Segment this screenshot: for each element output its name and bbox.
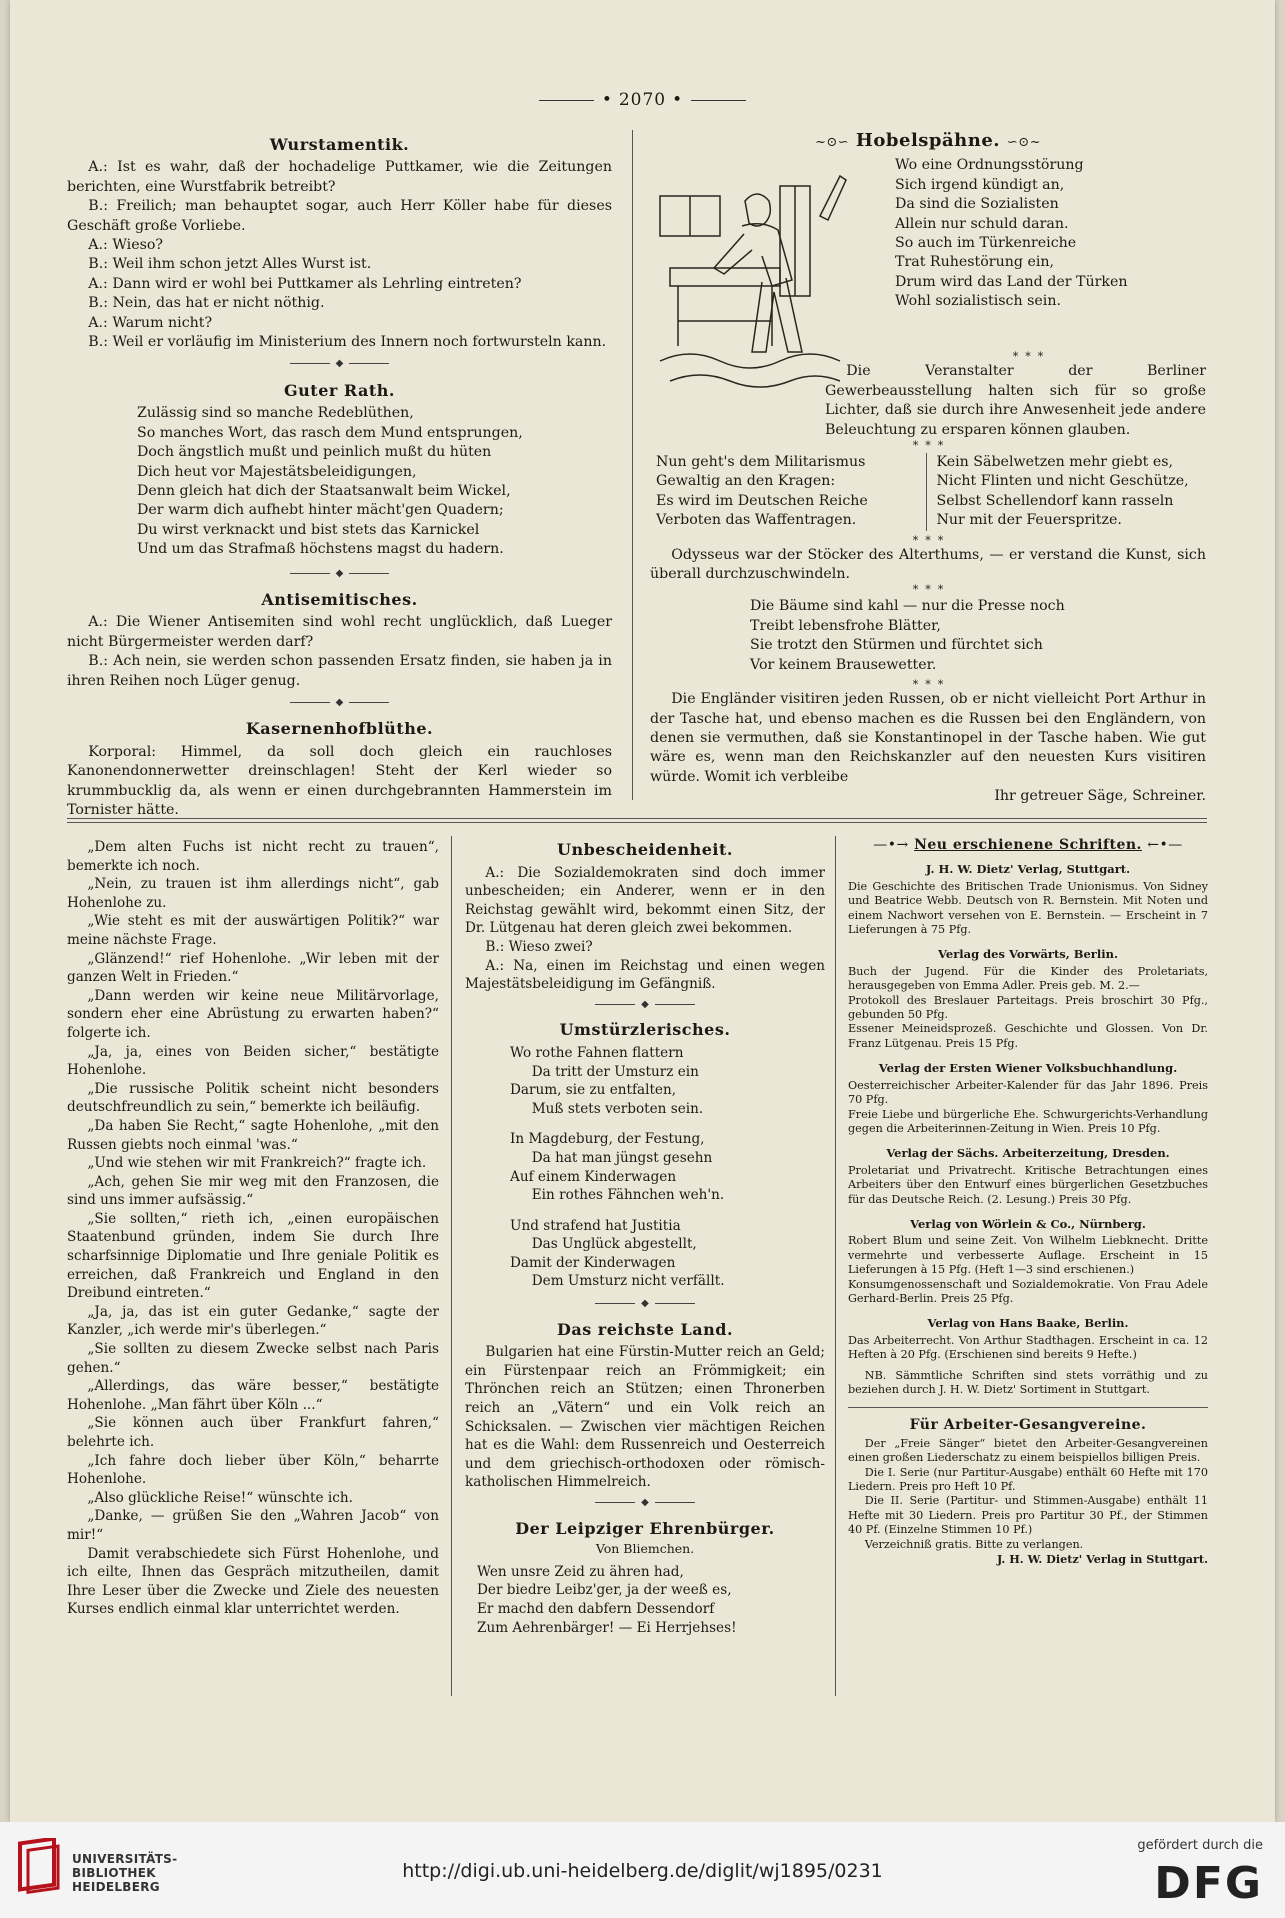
wurst-dialog: A.: Ist es wahr, daß der hochadelige Puttkamer, wie die Zeitungen berichten, eine Wurstfabrik betreibt? B.: Freilich; man behauptet sogar, auch Herr Köller habe für dieses Geschäft große Vorliebe. A.: Wieso? B.: Weil ihm schon jetzt Alles Wurst ist. A.: Dann wird er wohl bei Puttkamer als Lehrling eintreten? B.: Nein, das hat er nicht nöthig. A.: Warum nicht? B.: Weil er vorläufig im Ministerium des Innern noch fortwursteln kann.	[67, 159, 612, 351]
funding-note: gefördert durch die	[1137, 1838, 1263, 1853]
carpenter-illustration-icon	[650, 156, 860, 406]
poem-baeume: Die Bäume sind kahl — nur die Presse noch Treibt lebensfrohe Blätter, Sie trotzt den Stürmen und fürchtet sich Vor keinem Brausewetter.	[750, 598, 1065, 673]
signature: Ihr getreuer Säge, Schreiner.	[994, 788, 1206, 805]
publisher-heading: Verlag der Ersten Wiener Volksbuchhandlung.	[878, 1061, 1178, 1076]
star-separator: * * *	[912, 533, 944, 547]
heading-neue-schriften: —•→ Neu erschienene Schriften. ←•—	[873, 837, 1183, 853]
publisher-heading: Verlag des Vorwärts, Berlin.	[938, 947, 1118, 962]
bottom-left-column: „Dem alten Fuchs ist nicht recht zu trauen“, bemerkte ich noch. „Nein, zu trauen ist ihm allerdings nicht“, gab Hohenlohe zu. „Wie steht es mit der auswärtigen Politik?“ war meine nächste Frage. „Glänzend!“ rief Hohenlohe. „Wir leben mit der ganzen Welt in Frieden.“ „Dann werden wir keine neue Militärvorlage, sondern eher eine Abrüstung zu erwarten haben?“ folgerte ich. „Ja, ja, eines von Beiden sicher,“ bestätigte Hohenlohe. „Die russische Politik scheint nicht besonders deutschfreundlich zu sein,“ bemerkte ich beiläufig. „Da haben Sie Recht,“ sagte Hohenlohe, „mit den Russen giebts noch einmal 'was.“ „Und wie stehen wir mit Frankreich?“ fragte ich. „Ach, gehen Sie mir weg mit den Franzosen, die sind uns immer aufsässig.“ „Sie sollten,“ rieth ich, „einen europäischen Staatenbund gründen, indem Sie durch Ihre scharfsinnige Diplomatie und Ihre geniale Politik es erreichen, daß Frankreich und England in den Dreibund eintreten.“ „Ja, ja, das ist ein guter Gedanke,“ sagte der Kanzler, „ich werde mir's überlegen.“ „Sie sollten zu diesem Zwecke selbst nach Paris gehen.“ „Allerdings, das wäre besser,“ bestätigte Hohenlohe. „Man fährt über Köln ...“ „Sie können auch über Frankfurt fahren,“ belehrte ich. „Ich fahre doch lieber über Köln,“ beharrte Hohenlohe. „Also glückliche Reise!“ wünschte ich. „Danke, — grüßen Sie den „Wahren Jacob“ von mir!“ Damit verabschiedete sich Fürst Hohenlohe, und ich eilte, Ihnen das Gespräch mitzutheilen, damit Ihre Leser über die Zwecke und Ziele des neuesten Kurses endlich einmal klar unterrichtet werden.	[67, 839, 439, 1618]
dfg-logo: DFG	[1154, 1858, 1263, 1909]
star-separator: * * *	[912, 439, 944, 453]
poem-ordnungsstoerung: Wo eine Ordnungsstörung Sich irgend kündigt an, Da sind die Sozialisten Allein nur schuld daran. So auch im Türkenreiche Trat Ruhestörung ein, Drum wird das Land der Türken Wohl sozialistisch sein.	[895, 157, 1128, 310]
heading-guter-rath: Guter Rath.	[284, 380, 395, 400]
viewer-footer	[0, 1822, 1285, 1918]
column-rule	[835, 836, 836, 1696]
section-rule	[67, 822, 1207, 823]
newspaper-page	[10, 0, 1275, 1822]
heading-unbescheidenheit: Unbescheidenheit.	[557, 840, 733, 859]
column-rule	[451, 836, 452, 1696]
heading-reichste-land: Das reichste Land.	[556, 1319, 734, 1339]
heading-gesangvereine: Für Arbeiter-Gesangvereine.	[909, 1417, 1147, 1434]
page-number: • 2070 •	[10, 90, 1275, 110]
publisher-heading: Verlag der Sächs. Arbeiterzeitung, Dresden.	[886, 1146, 1170, 1161]
heading-umstuerzlerisches: Umstürzlerisches.	[559, 1020, 731, 1040]
heading-antisemitisches: Antisemitisches.	[261, 589, 418, 609]
poem-umsturz: Wo rothe Fahnen flattern Da tritt der Umsturz ein Darum, sie zu entfalten, Muß stets verboten sein. In Magdeburg, der Festung, Da hat man jüngst gesehn Auf einem Kinderwagen Ein rothes Fähnchen weh'n. Und strafend hat Justitia Das Unglück abgestellt, Damit der Kinderwagen Dem Umsturz nicht verfällt.	[510, 1044, 725, 1290]
poem-leipziger: Wen unsre Zeid zu ähren had, Der biedre Leibz'ger, ja der weeß es, Er machd den dabfern Dessendorf Zum Aehrenbärger! — Ei Herrjehses!	[477, 1563, 737, 1636]
star-separator: * * *	[912, 583, 944, 597]
heading-wurstamentik: Wurstamentik.	[269, 135, 410, 154]
top-left-column: Wurstamentik. A.: Ist es wahr, daß der hochadelige Puttkamer, wie die Zeitungen berichten, eine Wurstfabrik betreibt? B.: Freilich; man behauptet sogar, auch Herr Köller habe für dieses Geschäft große Vorliebe. A.: Wieso? B.: Weil ihm schon jetzt Alles Wurst ist. A.: Dann wird er wohl bei Puttkamer als Lehrling eintreten? B.: Nein, das hat er nicht nöthig. A.: Warum nicht? B.: Weil er vorläufig im Ministerium des Innern noch fortwursteln kann. ◆ Guter Rath. Zulässig sind so manche Redeblüthen, So manches Wort, das rasch dem Mund entsprungen, Doch ängstlich mußt und peinlich mußt du hüten Dich heut vor Majestätsbeleidigungen, Denn gleich hat dich der Staatsanwalt beim Wickel, Der warm dich aufhebt hinter mächt'gen Quadern; Du wirst verknackt und bist stets das Karnickel Und um das Strafmaß höchstens magst du hadern. ◆ Antisemitisches. A.: Die Wiener Antisemiten sind wohl recht unglücklich, daß Lueger nicht Bürgermeister werden darf? B.: Ach nein, sie werden schon passenden Ersatz finden, sie haben ja in ihren Reihen noch Lüger genug. ◆ Kasernenhofblüthe. Korporal: Himmel, da soll doch gleich ein rauchloses Kanonendonnerwetter dreinschlagen! Steht der Kerl wieder so krummbucklig da, als wenn er einen durchgebrannten Hammerstein im Tornister hätte.	[67, 135, 612, 818]
poem-guter-rath: Zulässig sind so manche Redeblüthen, So manches Wort, das rasch dem Mund entsprungen, Doch ängstlich mußt und peinlich mußt du hüten Dich heut vor Majestätsbeleidigungen, Denn gleich hat dich der Staatsanwalt beim Wickel, Der warm dich aufhebt hinter mächt'gen Quadern; Du wirst verknackt und bist stets das Karnickel Und um das Strafmaß höchstens magst du hadern.	[137, 405, 523, 558]
ornament-divider: ◆	[67, 564, 612, 583]
star-separator: * * *	[912, 678, 944, 692]
bottom-right-column: —•→ Neu erschienene Schriften. ←•— J. H. W. Dietz' Verlag, Stuttgart. Die Geschichte des Britischen Trade Unionismus. Von Sidney und Beatrice Webb. Deutsch von R. Bernstein. Mit Noten und einem Nachwort versehen von E. Bernstein. — Erscheint in 7 Lieferungen à 75 Pfg. Verlag des Vorwärts, Berlin. Buch der Jugend. Für die Kinder des Proletariats, herausgegeben von Emma Adler. Preis geb. M. 2.— Protokoll des Breslauer Parteitags. Preis broschirt 30 Pfg., gebunden 50 Pfg. Essener Meineidsprozeß. Geschichte und Glossen. Von Dr. Franz Lütgenau. Preis 15 Pfg. Verlag der Ersten Wiener Volksbuchhandlung. Oesterreichischer Arbeiter-Kalender für das Jahr 1896. Preis 70 Pfg. Freie Liebe und bürgerliche Ehe. Schwurgerichts-Verhandlung gegen die Arbeiterinnen-Zeitung in Wien. Preis 10 Pfg. Verlag der Sächs. Arbeiterzeitung, Dresden. Proletariat und Privatrecht. Kritische Betrachtungen eines Arbeiters über den Entwurf eines bürgerlichen Gesetzbuches für das Deutsche Reich. (2. Lesung.) Preis 30 Pfg. Verlag von Wörlein & Co., Nürnberg. Robert Blum und seine Zeit. Von Wilhelm Liebknecht. Dritte vermehrte und verbesserte Auflage. Erscheint in 15 Lieferungen à 15 Pfg. (Heft 1—3 sind erschienen.) Konsumgenossenschaft und Sozialdemokratie. Von Frau Adele Gerhard-Berlin. Preis 25 Pfg. Verlag von Hans Baake, Berlin. Das Arbeiterrecht. Von Arthur Stadthagen. Erscheint in ca. 12 Heften à 20 Pfg. (Erschienen sind bereits 9 Hefte.) NB. Sämmtliche Schriften sind stets vorräthig und zu beziehen durch J. H. W. Dietz' Sortiment in Stuttgart. Für Arbeiter-Gesangvereine. Der „Freie Sänger“ bietet den Arbeiter-Gesangvereinen einen großen Liederschatz zu einem beispiellos billigen Preis. Die I. Serie (nur Partitur-Ausgabe) enthält 60 Hefte mit 170 Liedern. Preis pro Heft 10 Pf. Die II. Serie (Partitur- und Stimmen-Ausgabe) enthält 11 Hefte mit 30 Liedern. Preis pro Partitur 30 Pf., der Stimmen 40 Pf. (Einzelne Stimmen 10 Pf.) Verzeichniß gratis. Bitte zu verlangen. J. H. W. Dietz' Verlag in Stuttgart.	[848, 837, 1208, 1567]
column-rule	[632, 130, 633, 800]
ornament-divider: ◆	[67, 693, 612, 712]
publisher-heading: J. H. W. Dietz' Verlag, Stuttgart.	[925, 862, 1131, 877]
star-separator: * * *	[1012, 350, 1044, 364]
heading-hobelspaehne: ~⊙∽ Hobelspähne. ∽⊙~	[814, 130, 1042, 151]
poem-militarismus: Nun geht's dem Militarismus Gewaltig an den Kragen: Es wird im Deutschen Reiche Verboten das Waffentragen. Kein Säbelwetzen mehr giebt es, Nicht Flinten und nicht Geschütze, Selbst Schellendorf kann rasseln Nur mit der Feuerspritze.	[650, 453, 1206, 531]
ornament-divider: ◆	[67, 354, 612, 373]
ornament-divider: ◆	[465, 1494, 825, 1513]
bottom-middle-column: Unbescheidenheit. A.: Die Sozialdemokraten sind doch immer unbescheiden; ein Anderer, wenn er in den Reichstag gewählt wird, bekommt einen Sitz, der Dr. Lütgenau hat deren gleich zwei bekommen. B.: Wieso zwei? A.: Na, einen im Reichstag und einen wegen Majestätsbeleidigung im Gefängniß. ◆ Umstürzlerisches. Wo rothe Fahnen flattern Da tritt der Umsturz ein Darum, sie zu entfalten, Muß stets verboten sein. In Magdeburg, der Festung, Da hat man jüngst gesehn Auf einem Kinderwagen Ein rothes Fähnchen weh'n. Und strafend hat Justitia Das Unglück abgestellt, Damit der Kinderwagen Dem Umsturz nicht verfällt. ◆ Das reichste Land. Bulgarien hat eine Fürstin-Mutter reich an Geld; ein Fürstenpaar reich an Frömmigkeit; ein Thrönchen reich an Stützen; einen Thronerben reich an „Vätern“ und ein Volk reich an Schicksalen. — Zwischen vier mächtigen Reichen hat es die Wahl: dem Russenreich und Oesterreich und dem griechisch-orthodoxen oder römisch-katholischen Himmelreich. ◆ Der Leipziger Ehrenbürger. Von Bliemchen. Wen unsre Zeid zu ähren had, Der biedre Leibz'ger, ja der weeß es, Er machd den dabfern Dessendorf Zum Aehrenbärger! — Ei Herrjehses!	[465, 840, 825, 1636]
publisher-heading: Verlag von Wörlein & Co., Nürnberg.	[910, 1216, 1146, 1231]
permalink-url[interactable]: http://digi.ub.uni-heidelberg.de/diglit/wj1895/0231	[402, 1860, 883, 1882]
ornament-divider: ◆	[465, 1295, 825, 1314]
publisher-heading: Verlag von Hans Baake, Berlin.	[927, 1316, 1129, 1331]
byline: Von Bliemchen.	[595, 1541, 695, 1557]
section-rule	[67, 818, 1207, 819]
library-name: UNIVERSITÄTS- BIBLIOTHEK HEIDELBERG	[72, 1852, 178, 1894]
ornament-divider: ◆	[465, 996, 825, 1015]
heading-kasernenhofbluethe: Kasernenhofblüthe.	[245, 719, 434, 739]
top-right-column: ~⊙∽ Hobelspähne. ∽⊙~ Wo eine Ordnungsstörung Sich irgend kündigt an, Da sind die Sozialisten Allein nur schuld daran. So auch im Türkenreiche Trat Ruhestörung ein, Drum wird das Land der Türken Wohl sozialistisch sein. * * * Die Veranstalter der Berliner Gewerbeausstellung halten sich für so große Lichter, daß sie durch ihre Anwesenheit jede andere Beleuchtung zu ersparen können glauben. * * * Nun geht's dem Militarismus Gewaltig an den Kragen: Es wird im Deutschen Reiche Verboten das Waffentragen. Kein Säbelwetzen mehr giebt es, Nicht Flinten und nicht Geschütze, Selbst Schellendorf kann rasseln Nur mit der Feuerspritze. * * * Odysseus war der Stöcker des Alterthums, — er verstand die Kunst, sich überall durchzuschwindeln. * * * Die Bäume sind kahl — nur die Presse noch Treibt lebensfrohe Blätter, Sie trotzt den Stürmen und fürchtet sich Vor keinem Brausewetter. * * * Die Engländer visitiren jeden Russen, ob er nicht vielleicht Port Arthur in der Tasche hat, und ebenso machen es die Russen bei den Engländern, von denen sie vermuthen, daß sie Konstantinopel in der Tasche haben. Wie gut wäre es, wenn man den Reichskanzler auf den neuesten Kurs visitiren würde. Womit ich verbleibe Ihr getreuer Säge, Schreiner.	[650, 124, 1206, 807]
section-rule	[848, 1407, 1208, 1408]
heading-leipziger-ehrenbuerger: Der Leipziger Ehrenbürger.	[515, 1518, 775, 1538]
